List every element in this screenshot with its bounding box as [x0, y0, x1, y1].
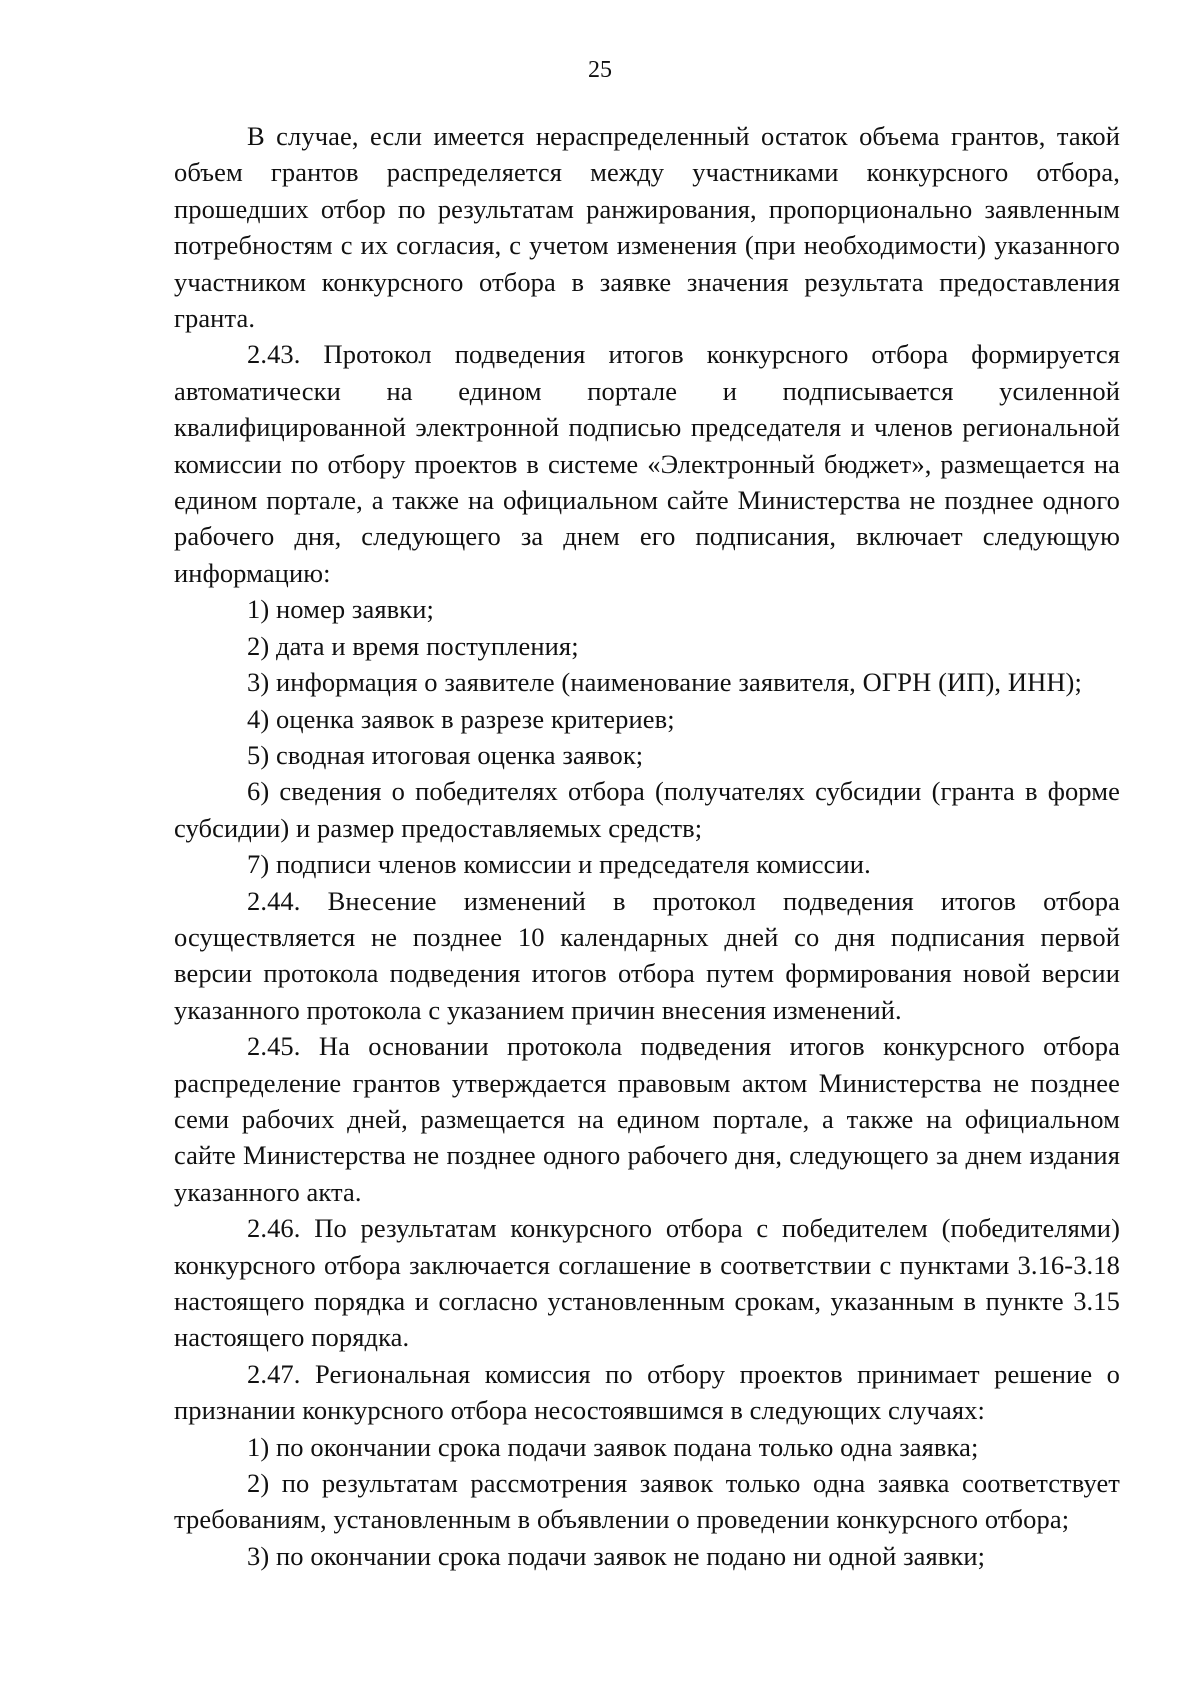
- paragraph-grant-remainder: В случае, если имеется нераспределенный остаток объема грантов, такой объем грантов распределяется между участниками конкурсного отбора, прошедших отбор по результатам ранжирования, пропорционально заявленным потребностям с их согласия, с учетом изменения (при необходимости) указанного участником конкурсного отбора в заявке значения результата предоставления гранта.: [174, 121, 1120, 334]
- failure-case-2: 2) по результатам рассмотрения заявок только одна заявка соответствует требованиям, установленным в объявлении о проведении конкурсного отбора;: [174, 1468, 1120, 1535]
- list-item-6: 6) сведения о победителях отбора (получателях субсидии (гранта в форме субсидии) и размер предоставляемых средств;: [174, 776, 1120, 843]
- paragraph-2-47: 2.47. Региональная комиссия по отбору проектов принимает решение о признании конкурсного отбора несостоявшимся в следующих случаях:: [174, 1358, 1120, 1426]
- list-item-3: 3) информация о заявителе (наименование заявителя, ОГРН (ИП), ИНН);: [247, 667, 1082, 698]
- document-body: [174, 118, 1120, 1574]
- list-item-7: 7) подписи членов комиссии и председателя комиссии.: [247, 849, 871, 880]
- failure-case-3: 3) по окончании срока подачи заявок не подано ни одной заявки;: [247, 1540, 986, 1571]
- list-item-1: 1) номер заявки;: [247, 594, 434, 625]
- page-number: 25: [588, 57, 612, 83]
- paragraph-2-44: 2.44. Внесение изменений в протокол подведения итогов отбора осуществляется не позднее 10 календарных дней со дня подписания первой версии протокола подведения итогов отбора путем формирования новой версии указанного протокола с указанием причин внесения изменений.: [174, 885, 1120, 1025]
- failure-case-1: 1) по окончании срока подачи заявок подана только одна заявка;: [247, 1431, 979, 1462]
- list-item-2: 2) дата и время поступления;: [247, 630, 579, 661]
- list-item-4: 4) оценка заявок в разрезе критериев;: [247, 703, 675, 734]
- paragraph-2-46: 2.46. По результатам конкурсного отбора с победителем (победителями) конкурсного отбора заключается соглашение в соответствии с пунктами 3.16-3.18 настоящего порядка и согласно установленным срокам, указанным в пункте 3.15 настоящего порядка.: [174, 1213, 1120, 1353]
- paragraph-2-45: 2.45. На основании протокола подведения итогов конкурсного отбора распределение грантов утверждается правовым актом Министерства не позднее семи рабочих дней, размещается на едином портале, а также на официальном сайте Министерства не позднее одного рабочего дня, следующего за днем издания указанного акта.: [174, 1031, 1120, 1207]
- list-item-5: 5) сводная итоговая оценка заявок;: [247, 739, 644, 770]
- paragraph-2-43: 2.43. Протокол подведения итогов конкурсного отбора формируется автоматически на едином портале и подписывается усиленной квалифицированной электронной подписью председателя и членов региональной комиссии по отбору проектов в системе «Электронный бюджет», размещается на едином портале, а также на официальном сайте Министерства не позднее одного рабочего дня, следующего за днем его подписания, включает следующую информацию:: [174, 339, 1120, 588]
